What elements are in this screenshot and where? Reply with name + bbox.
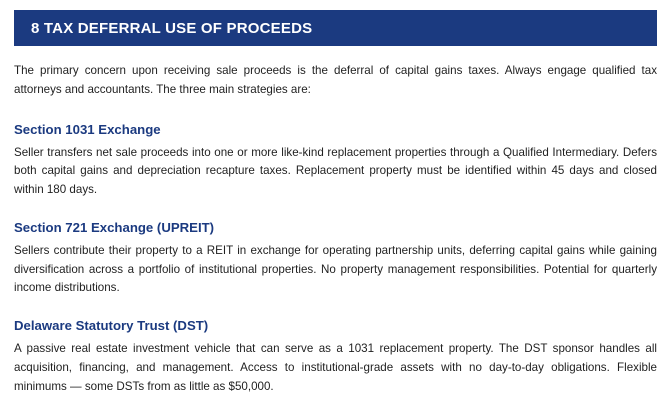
section-1031-exchange <box>14 122 657 200</box>
section-header-title: 8 TAX DEFERRAL USE OF PROCEEDS <box>31 19 313 37</box>
delaware-statutory-trust-body: A passive real estate investment vehicle that can serve as a 1031 replacement property. The DST sponsor handles all acquisition, financing, and management. Access to institutional-grade assets with no day-to-day obligations. Flexible minimums — some DSTs from as little as $50,000. <box>14 342 657 393</box>
section-721-exchange-heading: Section 721 Exchange (UPREIT) <box>14 219 215 235</box>
intro-block <box>14 62 657 100</box>
section-721-exchange-body: Sellers contribute their property to a REIT in exchange for operating partnership units, deferring capital gains while gaining diversification across a portfolio of institutional properties. No property management responsibilities. Potential for quarterly income distributions. <box>14 243 657 295</box>
intro-paragraph: The primary concern upon receiving sale proceeds is the deferral of capital gains taxes. Always engage qualified tax attorneys and accountants. The three main strategies are: <box>14 64 657 96</box>
section-header-bar <box>14 10 657 46</box>
section-1031-exchange-body: Seller transfers net sale proceeds into one or more like-kind replacement properties through a Qualified Intermediary. Defers both capital gains and depreciation recapture taxes. Replacement property must be identified within 45 days and closed within 180 days. <box>14 145 657 197</box>
delaware-statutory-trust <box>14 318 657 396</box>
section-1031-exchange-heading: Section 1031 Exchange <box>14 121 161 137</box>
document-content <box>14 62 657 397</box>
section-721-exchange <box>14 220 657 298</box>
delaware-statutory-trust-heading: Delaware Statutory Trust (DST) <box>14 318 209 334</box>
